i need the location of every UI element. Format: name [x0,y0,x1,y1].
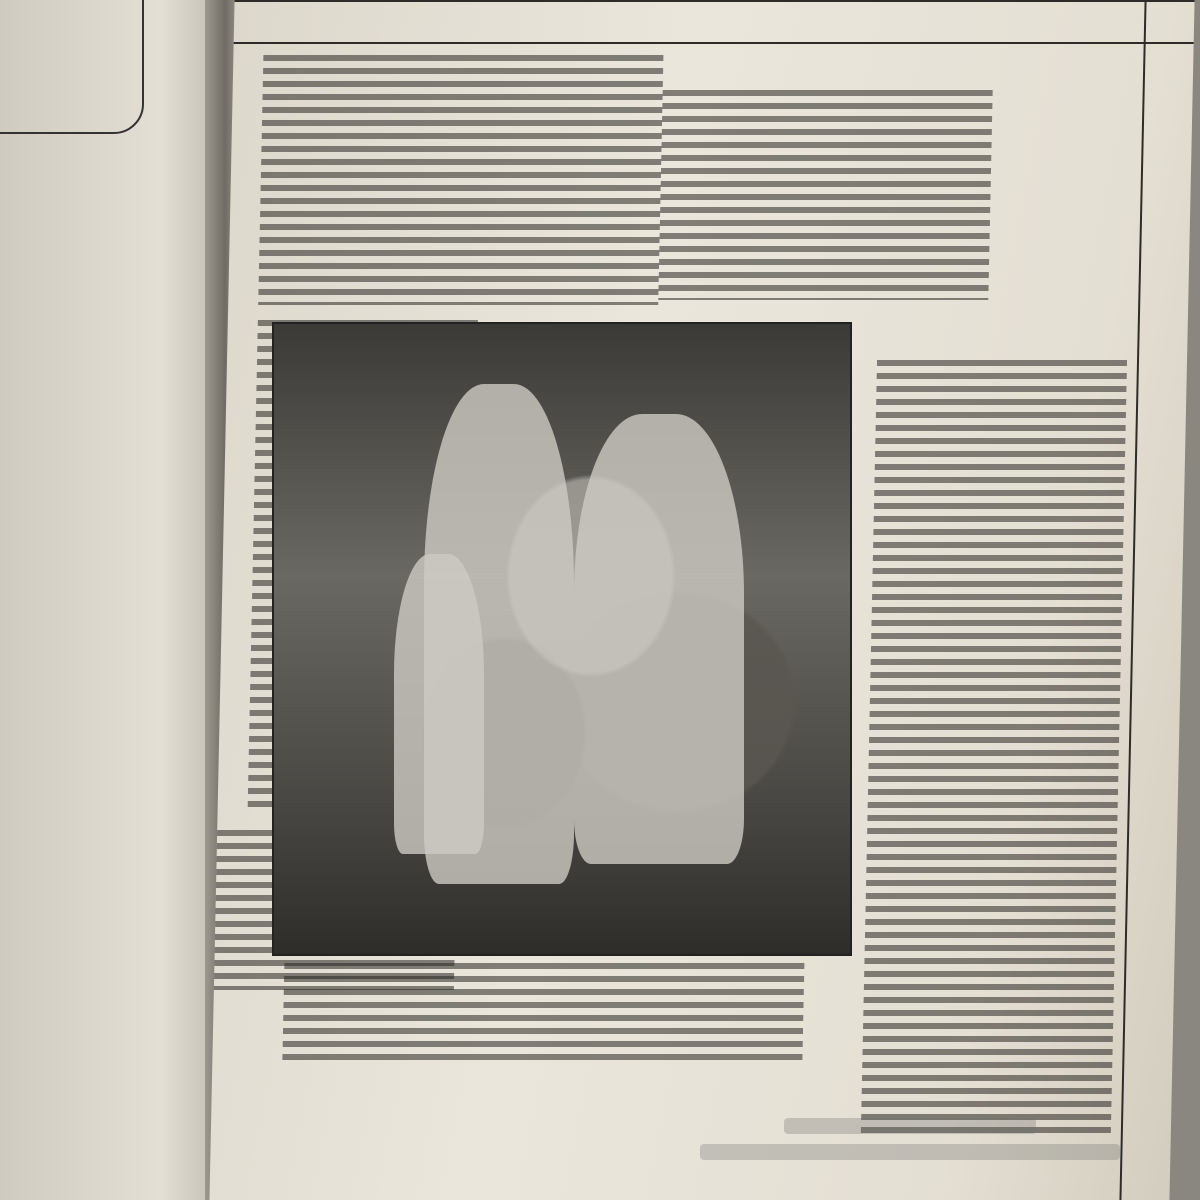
text-column [258,55,663,305]
watermark [700,1108,1120,1168]
decorative-frame [0,0,144,134]
masthead-rule [235,0,1195,2]
left-page [0,0,230,1200]
text-column [861,360,1127,1140]
figure [574,414,744,864]
header-rule [234,42,1194,44]
text-column [658,90,992,300]
halftone-photo [272,322,852,956]
caption-block [282,950,804,1060]
right-border [1119,0,1147,1200]
figure [394,554,484,854]
watermark-stroke [784,1118,1036,1134]
watermark-stroke [700,1144,1120,1160]
